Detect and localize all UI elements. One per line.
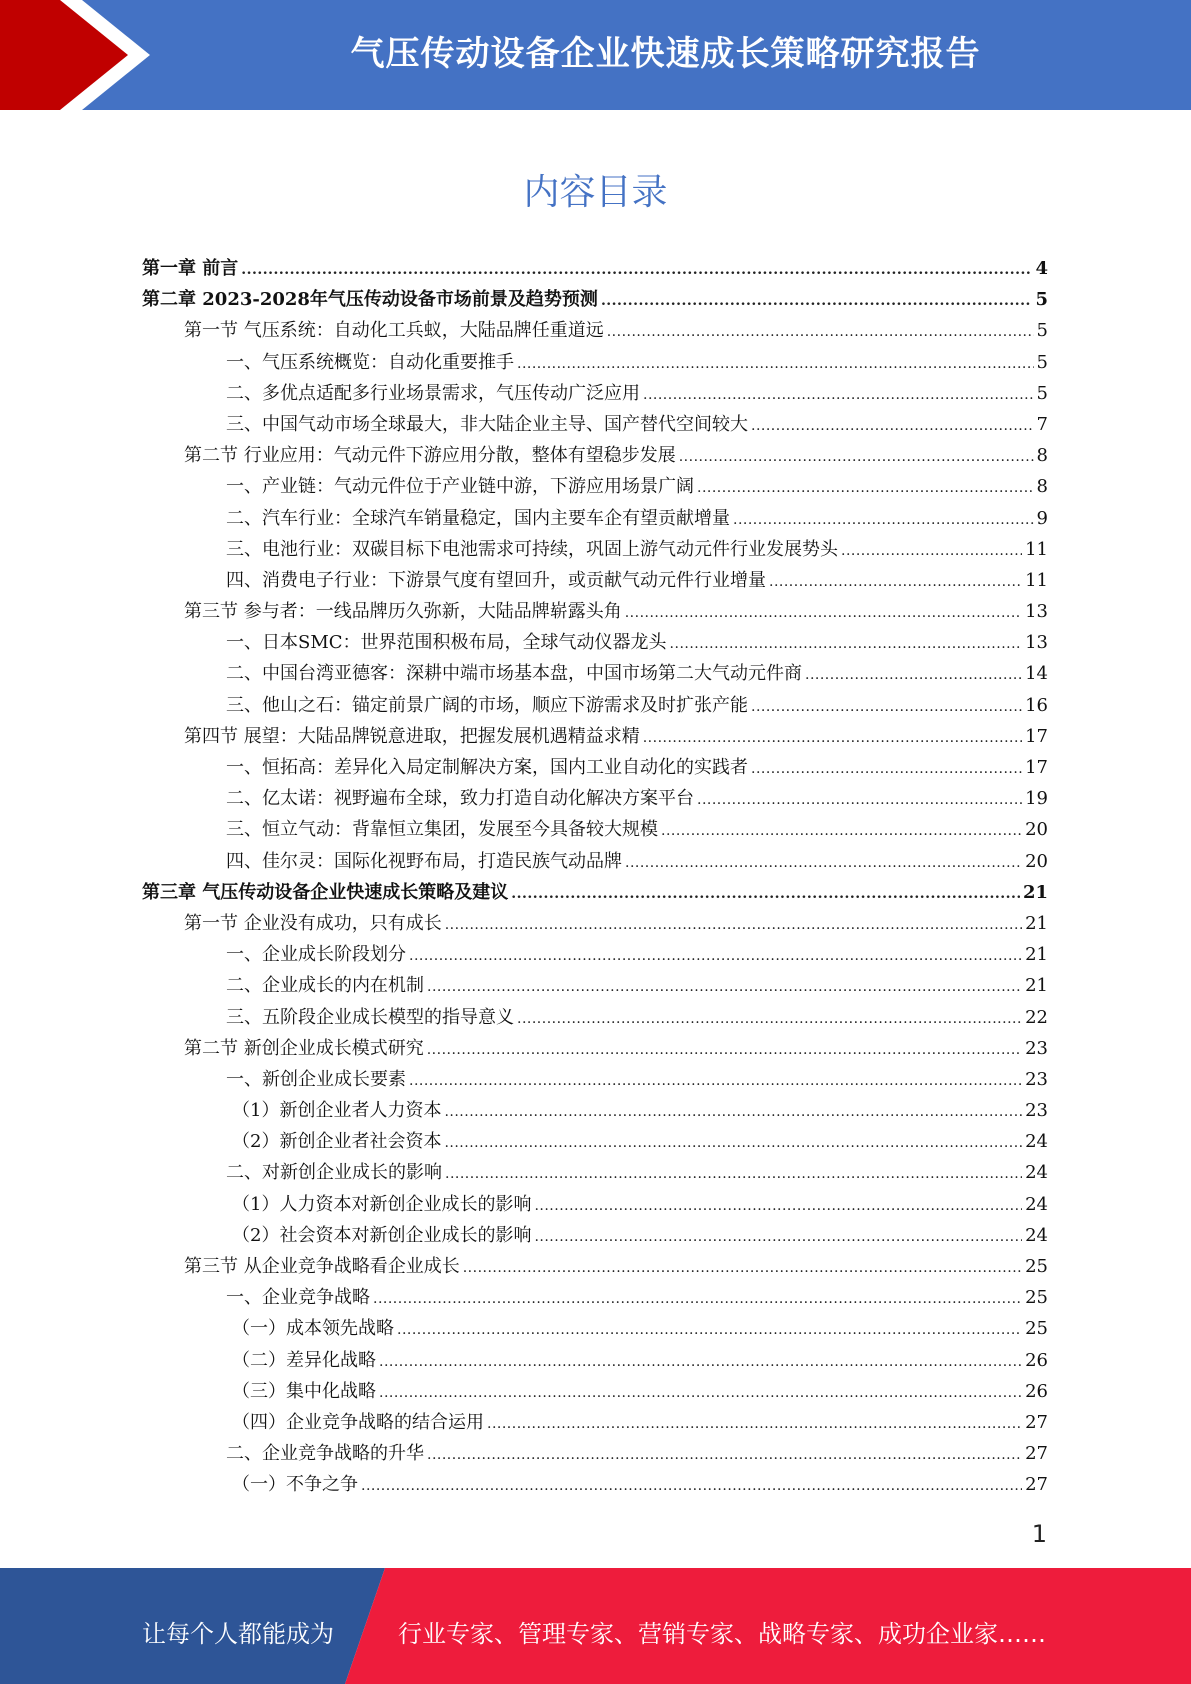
toc-dot-leader — [444, 1135, 1022, 1151]
toc-dot-leader — [751, 761, 1022, 777]
toc-entry-title: 第二节 新创企业成长模式研究 — [184, 1037, 424, 1059]
toc-entry[interactable] — [142, 1065, 1048, 1096]
toc-entry-title: 二、对新创企业成长的影响 — [226, 1162, 442, 1184]
toc-entry[interactable] — [142, 878, 1048, 909]
toc-entry[interactable] — [142, 348, 1048, 379]
toc-dot-leader — [379, 1385, 1022, 1401]
footer-slogan-left: 让每个人都能成为 — [142, 1620, 334, 1648]
toc-dot-leader — [444, 1104, 1022, 1120]
page-header — [0, 0, 1191, 110]
toc-entry-page: 25 — [1025, 1287, 1048, 1309]
toc-entry[interactable] — [142, 535, 1048, 566]
toc-entry-title: 一、企业竞争战略 — [226, 1287, 370, 1309]
toc-entry-page: 14 — [1025, 663, 1048, 685]
toc-entry-title: 一、气压系统概览：自动化重要推手 — [226, 351, 514, 373]
toc-entry-title: 第一节 企业没有成功，只有成长 — [184, 912, 442, 934]
toc-entry-page: 24 — [1025, 1131, 1048, 1153]
toc-dot-leader — [511, 886, 1020, 902]
toc-entry-page: 26 — [1025, 1349, 1048, 1371]
page-number: 1 — [1031, 1520, 1047, 1548]
toc-dot-leader — [751, 418, 1034, 434]
toc-dot-leader — [379, 1354, 1022, 1370]
toc-entry-title: （1）人力资本对新创企业成长的影响 — [232, 1193, 532, 1215]
toc-entry-title: 二、多优点适配多行业场景需求，气压传动广泛应用 — [226, 382, 640, 404]
toc-entry[interactable] — [142, 784, 1048, 815]
toc-dot-leader — [534, 1229, 1022, 1245]
toc-entry[interactable] — [142, 597, 1048, 628]
toc-dot-leader — [445, 917, 1022, 933]
toc-entry-page: 17 — [1025, 757, 1048, 778]
footer-slogan-right: 行业专家、管理专家、营销专家、战略专家、成功企业家…… — [398, 1620, 1046, 1648]
toc-entry-title: 二、中国台湾亚德客：深耕中端市场基本盘，中国市场第二大气动元件商 — [226, 663, 802, 685]
toc-entry[interactable] — [142, 472, 1048, 503]
toc-entry-title: 三、五阶段企业成长模型的指导意义 — [226, 1006, 514, 1028]
toc-entry-title: （二）差异化战略 — [232, 1349, 376, 1371]
toc-entry[interactable] — [142, 1127, 1048, 1158]
toc-entry-page: 23 — [1025, 1100, 1048, 1122]
toc-entry-title: （1）新创企业者人力资本 — [232, 1100, 442, 1122]
report-title: 气压传动设备企业快速成长策略研究报告 — [350, 34, 981, 74]
toc-entry-page: 27 — [1025, 1443, 1048, 1465]
toc-entry-page: 25 — [1025, 1256, 1048, 1277]
toc-entry-title: 四、佳尔灵：国际化视野布局，打造民族气动品牌 — [226, 850, 622, 872]
toc-entry[interactable] — [142, 1221, 1048, 1252]
toc-entry-page: 26 — [1025, 1380, 1048, 1402]
toc-dot-leader — [409, 1073, 1022, 1089]
toc-entry-page: 21 — [1025, 975, 1048, 997]
toc-entry[interactable] — [142, 909, 1048, 940]
toc-dot-leader — [397, 1322, 1022, 1338]
toc-entry[interactable] — [142, 504, 1048, 535]
toc-dot-leader — [661, 823, 1022, 839]
toc-entry-title: 第三节 从企业竞争战略看企业成长 — [184, 1256, 460, 1277]
toc-entry-page: 5 — [1036, 382, 1048, 404]
toc-dot-leader — [487, 1416, 1022, 1432]
toc-dot-leader — [409, 948, 1022, 964]
toc-entry-title: （2）社会资本对新创企业成长的影响 — [232, 1224, 532, 1246]
toc-entry[interactable] — [142, 379, 1048, 410]
toc-entry-page: 8 — [1036, 476, 1048, 498]
toc-entry-page: 24 — [1025, 1162, 1048, 1184]
toc-dot-leader — [625, 855, 1022, 871]
toc-dot-leader — [697, 792, 1022, 808]
toc-entry[interactable] — [142, 1096, 1048, 1127]
toc-entry-title: 第三章 气压传动设备企业快速成长策略及建议 — [142, 881, 509, 903]
toc-entry-page: 21 — [1025, 912, 1048, 934]
toc-entry-title: 第一章 前言 — [142, 258, 239, 279]
toc-dot-leader — [373, 1291, 1022, 1307]
toc-entry-title: 三、恒立气动：背靠恒立集团，发展至今具备较大规模 — [226, 819, 658, 841]
toc-entry[interactable] — [142, 1314, 1048, 1345]
toc-dot-leader — [427, 1447, 1022, 1463]
toc-entry-title: 三、电池行业：双碳目标下电池需求可持续，巩固上游气动元件行业发展势头 — [226, 538, 838, 560]
toc-entry-page: 27 — [1025, 1411, 1048, 1433]
toc-entry-title: 第三节 参与者：一线品牌历久弥新，大陆品牌崭露头角 — [184, 601, 622, 623]
toc-dot-leader — [241, 262, 1032, 278]
toc-entry-title: 一、企业成长阶段划分 — [226, 944, 406, 966]
toc-dot-leader — [733, 512, 1034, 528]
toc-dot-leader — [427, 1042, 1022, 1058]
toc-entry-page: 5 — [1035, 289, 1048, 311]
toc-entry-page: 4 — [1035, 258, 1048, 279]
toc-entry-title: （三）集中化战略 — [232, 1380, 376, 1402]
toc-entry-title: （2）新创企业者社会资本 — [232, 1131, 442, 1153]
toc-entry-page: 13 — [1025, 632, 1048, 654]
toc-entry-title: 二、亿太诺：视野遍布全球，致力打造自动化解决方案平台 — [226, 788, 694, 810]
toc-entry-page: 21 — [1025, 944, 1048, 966]
toc-entry-title: 一、恒拓高：差异化入局定制解决方案，国内工业自动化的实践者 — [226, 757, 748, 778]
toc-dot-leader — [463, 1260, 1022, 1276]
toc-entry-title: 二、企业成长的内在机制 — [226, 975, 424, 997]
toc-entry-title: 第一节 气压系统：自动化工兵蚁，大陆品牌任重道远 — [184, 320, 604, 342]
toc-entry-page: 22 — [1025, 1006, 1048, 1028]
toc-entry[interactable] — [142, 659, 1048, 690]
toc-entry[interactable] — [142, 1283, 1048, 1314]
toc-dot-leader — [517, 356, 1034, 372]
toc-entry-page: 27 — [1025, 1474, 1048, 1496]
toc-entry-page: 8 — [1036, 445, 1048, 467]
toc-entry[interactable] — [142, 722, 1048, 753]
toc-entry[interactable] — [142, 1470, 1048, 1501]
toc-entry-page: 9 — [1036, 507, 1048, 529]
toc-entry[interactable] — [142, 254, 1048, 285]
toc-entry[interactable] — [142, 691, 1048, 722]
toc-entry[interactable] — [142, 1408, 1048, 1439]
toc-entry-title: 第二节 行业应用：气动元件下游应用分散，整体有望稳步发展 — [184, 445, 676, 467]
toc-dot-leader — [445, 1166, 1022, 1182]
toc-entry[interactable] — [142, 847, 1048, 878]
toc-entry-page: 20 — [1025, 819, 1048, 841]
toc-dot-leader — [697, 480, 1034, 496]
toc-entry-page: 5 — [1036, 351, 1048, 373]
toc-entry-title: 第二章 2023-2028年气压传动设备市场前景及趋势预测 — [142, 289, 598, 311]
toc-entry-page: 11 — [1025, 569, 1048, 591]
toc-dot-leader — [517, 1011, 1022, 1027]
toc-entry-title: （四）企业竞争战略的结合运用 — [232, 1411, 484, 1433]
toc-entry[interactable] — [142, 1346, 1048, 1377]
toc-entry-title: （一）成本领先战略 — [232, 1318, 394, 1340]
toc-entry-page: 24 — [1025, 1193, 1048, 1215]
toc-entry-title: （一）不争之争 — [232, 1474, 358, 1496]
toc-entry-title: 第四节 展望：大陆品牌锐意进取，把握发展机遇精益求精 — [184, 725, 640, 747]
toc-entry-page: 16 — [1025, 694, 1048, 716]
toc-entry[interactable] — [142, 940, 1048, 971]
toc-dot-leader — [534, 1198, 1022, 1214]
toc-entry-page: 11 — [1025, 538, 1048, 560]
toc-entry-page: 23 — [1025, 1037, 1048, 1059]
toc-entry[interactable] — [142, 566, 1048, 597]
toc-entry-page: 25 — [1025, 1318, 1048, 1340]
toc-entry[interactable] — [142, 285, 1048, 316]
toc-entry[interactable] — [142, 410, 1048, 441]
toc-entry[interactable] — [142, 1003, 1048, 1034]
toc-dot-leader — [805, 667, 1022, 683]
toc-dot-leader — [625, 605, 1022, 621]
toc-entry-page: 20 — [1025, 850, 1048, 872]
toc-entry-title: 三、他山之石：锚定前景广阔的市场，顺应下游需求及时扩张产能 — [226, 694, 748, 716]
toc-dot-leader — [769, 574, 1022, 590]
toc-entry[interactable] — [142, 316, 1048, 347]
toc-entry-title: 一、日本SMC：世界范围积极布局，全球气动仪器龙头 — [226, 632, 667, 654]
toc-entry[interactable] — [142, 753, 1048, 784]
toc-dot-leader — [601, 293, 1033, 309]
toc-entry-title: 一、新创企业成长要素 — [226, 1068, 406, 1090]
toc-entry[interactable] — [142, 971, 1048, 1002]
toc-entry-title: 三、中国气动市场全球最大，非大陆企业主导、国产替代空间较大 — [226, 413, 748, 435]
toc-entry[interactable] — [142, 815, 1048, 846]
toc-entry-page: 5 — [1036, 320, 1048, 342]
toc-entry-title: 二、汽车行业：全球汽车销量稳定，国内主要车企有望贡献增量 — [226, 507, 730, 529]
toc-entry[interactable] — [142, 1439, 1048, 1470]
toc-dot-leader — [643, 730, 1022, 746]
toc-entry-page: 19 — [1025, 788, 1048, 810]
table-of-contents — [142, 254, 1048, 1502]
toc-entry[interactable] — [142, 1252, 1048, 1283]
toc-dot-leader — [643, 387, 1034, 403]
toc-entry-page: 7 — [1036, 413, 1048, 435]
toc-entry[interactable] — [142, 628, 1048, 659]
toc-entry[interactable] — [142, 1034, 1048, 1065]
toc-heading: 内容目录 — [523, 172, 668, 213]
toc-dot-leader — [607, 324, 1034, 340]
toc-entry-title: 二、企业竞争战略的升华 — [226, 1443, 424, 1465]
toc-entry-title: 四、消费电子行业：下游景气度有望回升，或贡献气动元件行业增量 — [226, 569, 766, 591]
toc-entry-page: 21 — [1022, 881, 1048, 903]
toc-entry-title: 一、产业链：气动元件位于产业链中游，下游应用场景广阔 — [226, 476, 694, 498]
toc-dot-leader — [679, 449, 1034, 465]
toc-entry[interactable] — [142, 1377, 1048, 1408]
toc-entry-page: 13 — [1025, 601, 1048, 623]
toc-dot-leader — [841, 543, 1022, 559]
page-footer — [0, 1568, 1191, 1684]
toc-entry[interactable] — [142, 1190, 1048, 1221]
toc-entry-page: 23 — [1025, 1068, 1048, 1090]
toc-entry[interactable] — [142, 1158, 1048, 1189]
toc-entry[interactable] — [142, 441, 1048, 472]
toc-dot-leader — [670, 636, 1023, 652]
toc-dot-leader — [751, 699, 1022, 715]
toc-dot-leader — [361, 1478, 1022, 1494]
toc-dot-leader — [427, 979, 1022, 995]
toc-entry-page: 17 — [1025, 725, 1048, 747]
toc-entry-page: 24 — [1025, 1224, 1048, 1246]
